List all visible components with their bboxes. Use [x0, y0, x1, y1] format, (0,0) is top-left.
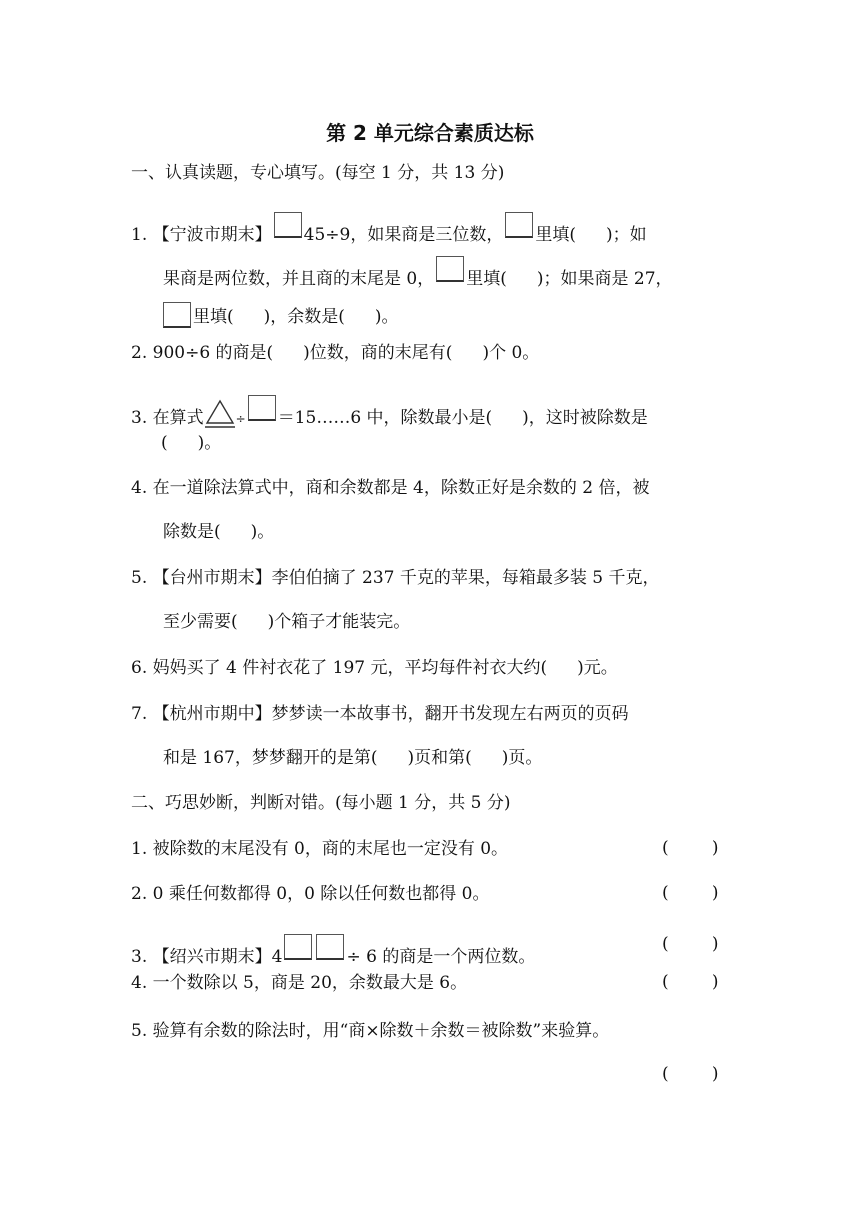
q1-text: 里填( — [466, 269, 507, 289]
q1-text: 45÷9，如果商是三位数， — [303, 225, 504, 245]
q1-line1 — [131, 212, 647, 246]
q6-text: )元。 — [577, 658, 618, 678]
q5-line2 — [163, 611, 410, 633]
q1-line3 — [161, 302, 399, 328]
q3-text: 3. 在算式 — [131, 408, 204, 428]
blank-box[interactable] — [316, 934, 344, 960]
judge-q3-text: 3. 【绍兴市期末】4 — [131, 947, 283, 967]
q1-text: )；如果商是 27， — [536, 269, 673, 289]
q2-text: )个 0。 — [482, 343, 540, 363]
q5-text: 至少需要( — [163, 612, 238, 632]
judge-q3-text: ÷ 6 的商是一个两位数。 — [346, 947, 536, 967]
q4-text: 除数是( — [163, 522, 221, 542]
q1-text: 里填( — [193, 307, 234, 327]
q1-line2 — [163, 256, 673, 290]
q3-text: ＝15……6 中，除数最小是( — [277, 408, 493, 428]
triangle-icon — [205, 399, 235, 435]
q3-text: ( — [161, 433, 168, 453]
judge-q5: 5. 验算有余数的除法时，用“商×除数＋余数＝被除数”来验算。 — [131, 1021, 610, 1041]
judge-answer-blank[interactable]: ( ) — [662, 838, 719, 858]
q7-line2 — [163, 747, 542, 769]
q7-text: )页。 — [501, 748, 543, 768]
section2-heading: 二、巧思妙断，判断对错。(每小题 1 分，共 5 分) — [131, 793, 511, 813]
q5-text: )个箱子才能装完。 — [267, 612, 411, 632]
q7-text: 和是 167，梦梦翻开的是第( — [163, 748, 378, 768]
q1-text: )。 — [374, 307, 399, 327]
q1-text: 里填( — [535, 225, 576, 245]
q4-line1: 4. 在一道除法算式中，商和余数都是 4，除数正好是余数的 2 倍，被 — [131, 478, 650, 498]
q1-text: 果商是两位数，并且商的末尾是 0， — [163, 269, 435, 289]
q1-source-tag: 【宁波市期末】 — [152, 225, 272, 245]
q2-text: )位数，商的末尾有( — [303, 343, 453, 363]
q6-line — [131, 657, 618, 679]
blank-box[interactable] — [248, 395, 276, 421]
blank-box[interactable] — [163, 302, 191, 328]
q6-text: 6. 妈妈买了 4 件衬衣花了 197 元，平均每件衬衣大约( — [131, 658, 548, 678]
q7-text: )页和第( — [407, 748, 472, 768]
q4-line2 — [163, 521, 274, 543]
q2-text: 2. 900÷6 的商是( — [131, 343, 274, 363]
section1-heading: 一、认真读题，专心填写。(每空 1 分，共 13 分) — [131, 163, 505, 183]
q2-line — [131, 342, 539, 364]
divide-sign: ÷ — [235, 412, 246, 426]
judge-q3 — [131, 934, 535, 968]
judge-q4: 4. 一个数除以 5，商是 20，余数最大是 6。 — [131, 973, 468, 993]
q3-text: )，这时被除数是 — [522, 408, 648, 428]
judge-answer-blank[interactable]: ( ) — [662, 1064, 719, 1084]
blank-box[interactable] — [505, 212, 533, 238]
judge-q2: 2. 0 乘任何数都得 0，0 除以任何数也都得 0。 — [131, 884, 490, 904]
q1-text: )；如 — [605, 225, 647, 245]
q7-line1: 7. 【杭州市期中】梦梦读一本故事书，翻开书发现左右两页的页码 — [131, 704, 629, 724]
judge-answer-blank[interactable]: ( ) — [662, 883, 719, 903]
q3-line2 — [161, 432, 221, 454]
judge-answer-blank[interactable]: ( ) — [662, 934, 719, 954]
page-title: 第 2 单元综合素质达标 — [326, 121, 534, 145]
q1-number: 1. — [131, 225, 148, 245]
q1-text: )，余数是( — [263, 307, 345, 327]
q4-text: )。 — [250, 522, 275, 542]
q5-line1: 5. 【台州市期末】李伯伯摘了 237 千克的苹果，每箱最多装 5 千克， — [131, 568, 660, 588]
judge-answer-blank[interactable]: ( ) — [662, 972, 719, 992]
blank-box[interactable] — [436, 256, 464, 282]
blank-box[interactable] — [274, 212, 302, 238]
judge-q1: 1. 被除数的末尾没有 0，商的末尾也一定没有 0。 — [131, 839, 509, 859]
blank-box[interactable] — [284, 934, 312, 960]
q3-text: )。 — [197, 433, 222, 453]
q3-line1 — [131, 395, 648, 435]
